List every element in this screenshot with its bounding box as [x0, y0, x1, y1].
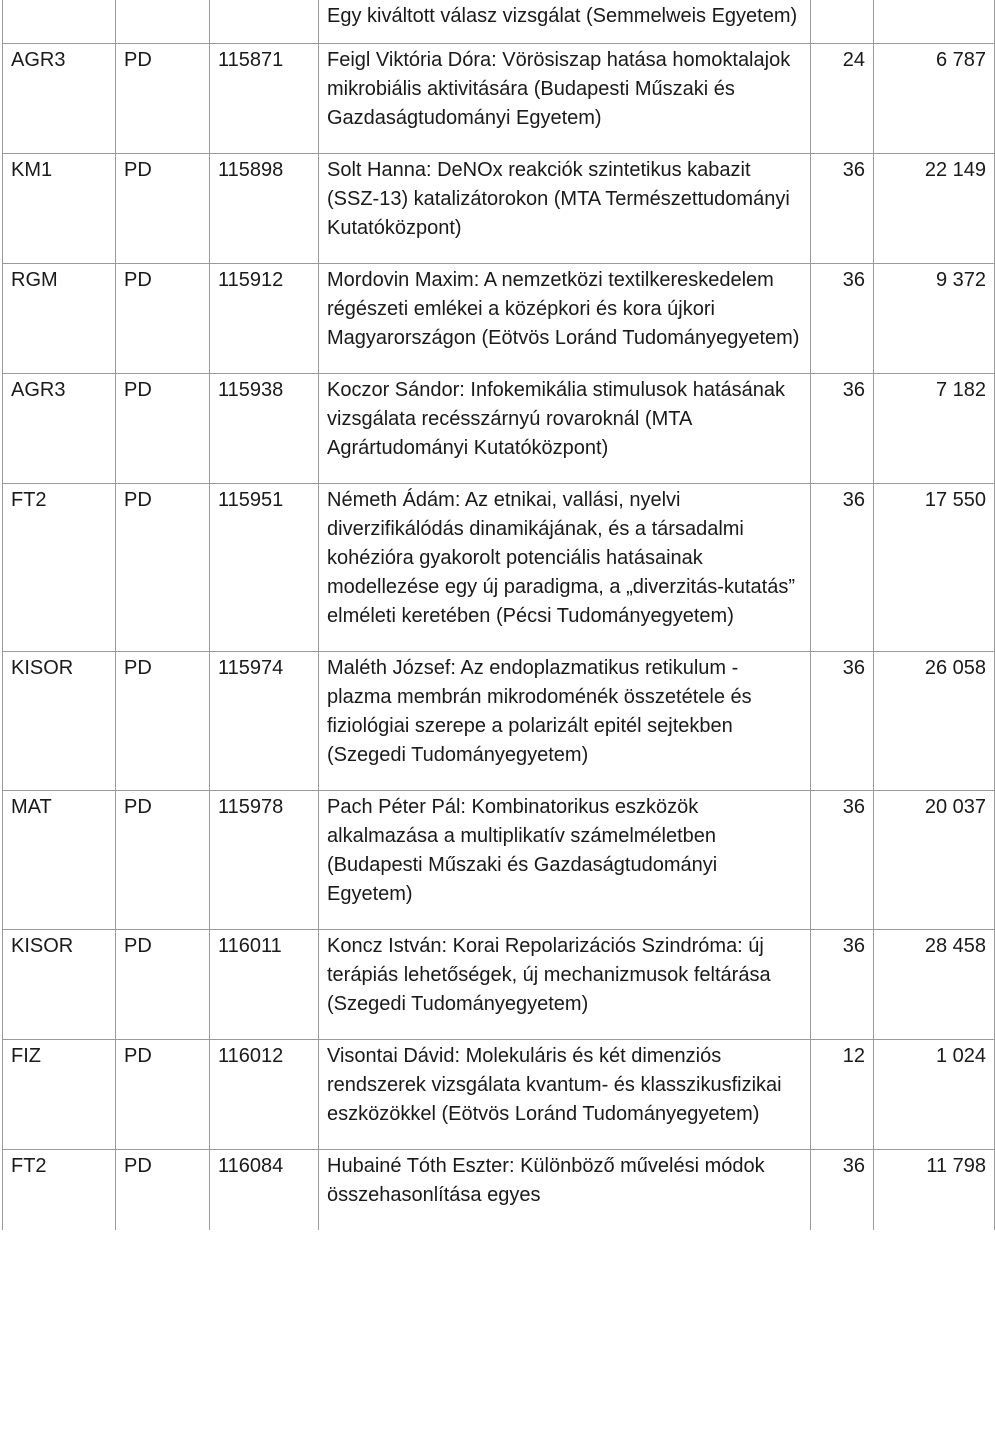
table-row	[3, 264, 995, 374]
id-cell	[210, 0, 319, 44]
id-cell: 115938	[210, 374, 319, 484]
months-cell: 36	[811, 154, 874, 264]
months-cell: 24	[811, 44, 874, 154]
type-cell: PD	[116, 374, 210, 484]
id-cell: 115974	[210, 652, 319, 791]
title-cell: Maléth József: Az endoplazmatikus retikulum - plazma membrán mikrodoménék összetétele és fiziológiai szerepe a polarizált epitél sejtekben (Szegedi Tudományegyetem)	[319, 652, 811, 791]
months-cell: 36	[811, 264, 874, 374]
title-cell: Koncz István: Korai Repolarizációs Szindróma: új terápiás lehetőségek, új mechanizmusok feltárása (Szegedi Tudományegyetem)	[319, 930, 811, 1040]
title-cell: Solt Hanna: DeNOx reakciók szintetikus kabazit (SSZ-13) katalizátorokon (MTA Természettudományi Kutatóközpont)	[319, 154, 811, 264]
title-cell: Egy kiváltott válasz vizsgálat (Semmelweis Egyetem)	[319, 0, 811, 44]
amount-cell: 17 550	[874, 484, 995, 652]
table-row	[3, 374, 995, 484]
panel-cell: KISOR	[3, 930, 116, 1040]
panel-cell: AGR3	[3, 44, 116, 154]
grant-table	[2, 0, 995, 1230]
title-cell: Koczor Sándor: Infokemikália stimulusok hatásának vizsgálata recésszárnyú rovaroknál (MTA Agrártudományi Kutatóközpont)	[319, 374, 811, 484]
title-cell: Feigl Viktória Dóra: Vörösiszap hatása homoktalajok mikrobiális aktivitására (Budapesti Műszaki és Gazdaságtudományi Egyetem)	[319, 44, 811, 154]
months-cell: 36	[811, 652, 874, 791]
amount-cell	[874, 0, 995, 44]
id-cell: 115951	[210, 484, 319, 652]
panel-cell: FIZ	[3, 1040, 116, 1150]
months-cell: 36	[811, 791, 874, 930]
amount-cell: 28 458	[874, 930, 995, 1040]
months-cell	[811, 0, 874, 44]
amount-cell: 22 149	[874, 154, 995, 264]
panel-cell: AGR3	[3, 374, 116, 484]
table-row	[3, 44, 995, 154]
months-cell: 36	[811, 930, 874, 1040]
amount-cell: 11 798	[874, 1150, 995, 1231]
amount-cell: 7 182	[874, 374, 995, 484]
title-cell: Németh Ádám: Az etnikai, vallási, nyelvi diverzifikálódás dinamikájának, és a társadalmi kohézióra gyakorolt potenciális hatásainak modellezése egy új paradigma, a „diverzitás-kutatás” elméleti keretében (Pécsi Tudományegyetem)	[319, 484, 811, 652]
title-cell: Hubainé Tóth Eszter: Különböző művelési módok összehasonlítása egyes	[319, 1150, 811, 1231]
amount-cell: 9 372	[874, 264, 995, 374]
table-row	[3, 0, 995, 44]
title-cell: Visontai Dávid: Molekuláris és két dimenziós rendszerek vizsgálata kvantum- és klasszikusfizikai eszközökkel (Eötvös Loránd Tudományegyetem)	[319, 1040, 811, 1150]
type-cell: PD	[116, 930, 210, 1040]
panel-cell: KISOR	[3, 652, 116, 791]
panel-cell: MAT	[3, 791, 116, 930]
type-cell: PD	[116, 154, 210, 264]
amount-cell: 6 787	[874, 44, 995, 154]
id-cell: 115898	[210, 154, 319, 264]
months-cell: 36	[811, 1150, 874, 1231]
type-cell: PD	[116, 652, 210, 791]
table-row	[3, 1150, 995, 1231]
table-row	[3, 930, 995, 1040]
panel-cell	[3, 0, 116, 44]
type-cell: PD	[116, 44, 210, 154]
amount-cell: 1 024	[874, 1040, 995, 1150]
type-cell: PD	[116, 264, 210, 374]
panel-cell: FT2	[3, 1150, 116, 1231]
panel-cell: KM1	[3, 154, 116, 264]
id-cell: 116084	[210, 1150, 319, 1231]
id-cell: 116011	[210, 930, 319, 1040]
id-cell: 116012	[210, 1040, 319, 1150]
table-row	[3, 652, 995, 791]
months-cell: 12	[811, 1040, 874, 1150]
table-row	[3, 154, 995, 264]
months-cell: 36	[811, 374, 874, 484]
title-cell: Mordovin Maxim: A nemzetközi textilkereskedelem régészeti emlékei a középkori és kora újkori Magyarországon (Eötvös Loránd Tudományegyetem)	[319, 264, 811, 374]
title-cell: Pach Péter Pál: Kombinatorikus eszközök alkalmazása a multiplikatív számelméletben (Budapesti Műszaki és Gazdaságtudományi Egyetem)	[319, 791, 811, 930]
type-cell: PD	[116, 1040, 210, 1150]
table-row	[3, 1040, 995, 1150]
table-row	[3, 791, 995, 930]
amount-cell: 26 058	[874, 652, 995, 791]
type-cell: PD	[116, 1150, 210, 1231]
id-cell: 115978	[210, 791, 319, 930]
id-cell: 115871	[210, 44, 319, 154]
amount-cell: 20 037	[874, 791, 995, 930]
panel-cell: FT2	[3, 484, 116, 652]
grant-table-body	[3, 0, 995, 1230]
table-row	[3, 484, 995, 652]
type-cell	[116, 0, 210, 44]
type-cell: PD	[116, 484, 210, 652]
type-cell: PD	[116, 791, 210, 930]
id-cell: 115912	[210, 264, 319, 374]
months-cell: 36	[811, 484, 874, 652]
panel-cell: RGM	[3, 264, 116, 374]
